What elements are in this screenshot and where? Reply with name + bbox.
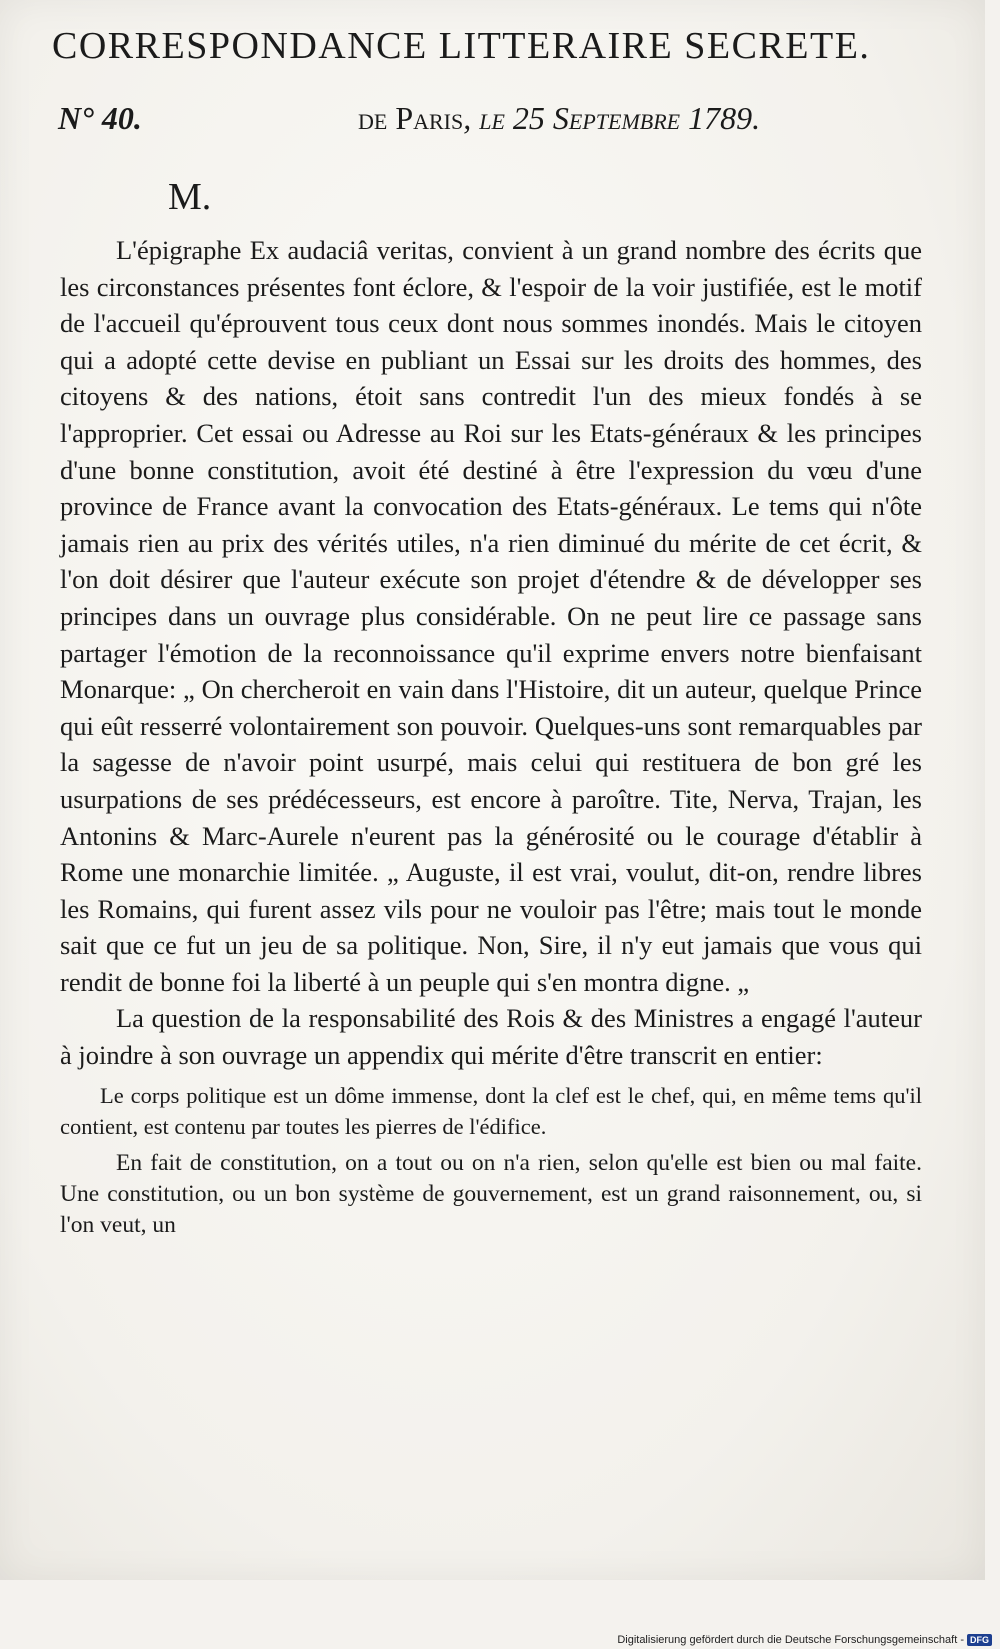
dateline-date: , le 25 Septembre 1789. [463, 100, 761, 136]
quoted-appendix: Le corps politique est un dôme immense, dont la clef est le chef, qui, en même tems qu'il contient, est contenu par toutes les pierres de l'édifice. [60, 1082, 922, 1139]
dfg-logo-icon: DFG [967, 1634, 992, 1646]
paragraph: En fait de constitution, on a tout ou on n'a rien, selon qu'elle est bien ou mal faite. Une constitution, ou un bon système de gouvernement, est un grand raisonnement, ou, si l'on veut, un [60, 1149, 922, 1238]
credit-text: Digitalisierung gefördert durch die Deutsche Forschungsgemeinschaft - [617, 1634, 964, 1646]
paragraph: L'épigraphe Ex audaciâ veritas, convient à un grand nombre des écrits que les circonstances présentes font éclore, & l'espoir de la voir justifiée, est le motif de l'accueil qu'éprouvent tous ceux dont nous sommes inondés. Mais le citoyen qui a adopté cette devise en publiant un Essai sur les droits des hommes, des citoyens & des nations, étoit sans contredit l'un des mieux fondés à se l'approprier. Cet essai ou Adresse au Roi sur les Etats-généraux & les principes d'une bonne constitution, avoit été destiné à être l'expression du vœu d'une province de France avant la convocation des Etats-généraux. Le tems qui n'ôte jamais rien au prix des vérités utiles, n'a rien diminué du mérite de cet écrit, & l'on doit désirer que l'auteur exécute son projet d'étendre & de développer ses principes dans un ouvrage plus considérable. On ne peut lire ce passage sans partager l'émotion de la reconnoissance qu'il exprime envers notre bienfaisant Monarque: „ On chercheroit en vain dans l'Histoire, dit un auteur, quelque Prince qui eût resserré volontairement son pouvoir. Quelques-uns sont remarquables par la sagesse de n'avoir point usurpé, mais celui qui restituera de bon gré les usurpations de ses prédécesseurs, est encore à paroître. Tite, Nerva, Trajan, les Antonins & Marc-Aurele n'eurent pas la générosité ou le courage d'établir à Rome une monarchie limitée. „ Auguste, il est vrai, voulut, dit-on, rendre libres les Romains, qui furent assez vils pour ne vouloir pas l'être; mais tout le monde sait que ce fut un jeu de sa politique. Non, Sire, il n'y eut jamais que vous qui rendit de bonne foi la liberté à un peuple qui s'en montra digne. „ [60, 235, 922, 997]
article-body [60, 232, 922, 1241]
issue-number: N° 40. [58, 100, 142, 136]
paragraph: La question de la responsabilité des Rois & des Ministres a engagé l'auteur à joindre à son ouvrage un appendix qui mérite d'être transcrit en entier: [60, 1003, 922, 1071]
dateline-place [358, 100, 760, 137]
dateline [58, 100, 888, 137]
digitization-credit [617, 1634, 992, 1646]
page-header-title: CORRESPONDANCE LITTERAIRE SECRETE. [52, 25, 871, 67]
dateline-city: de Paris [358, 100, 464, 136]
salutation-initial: M. [168, 176, 212, 218]
